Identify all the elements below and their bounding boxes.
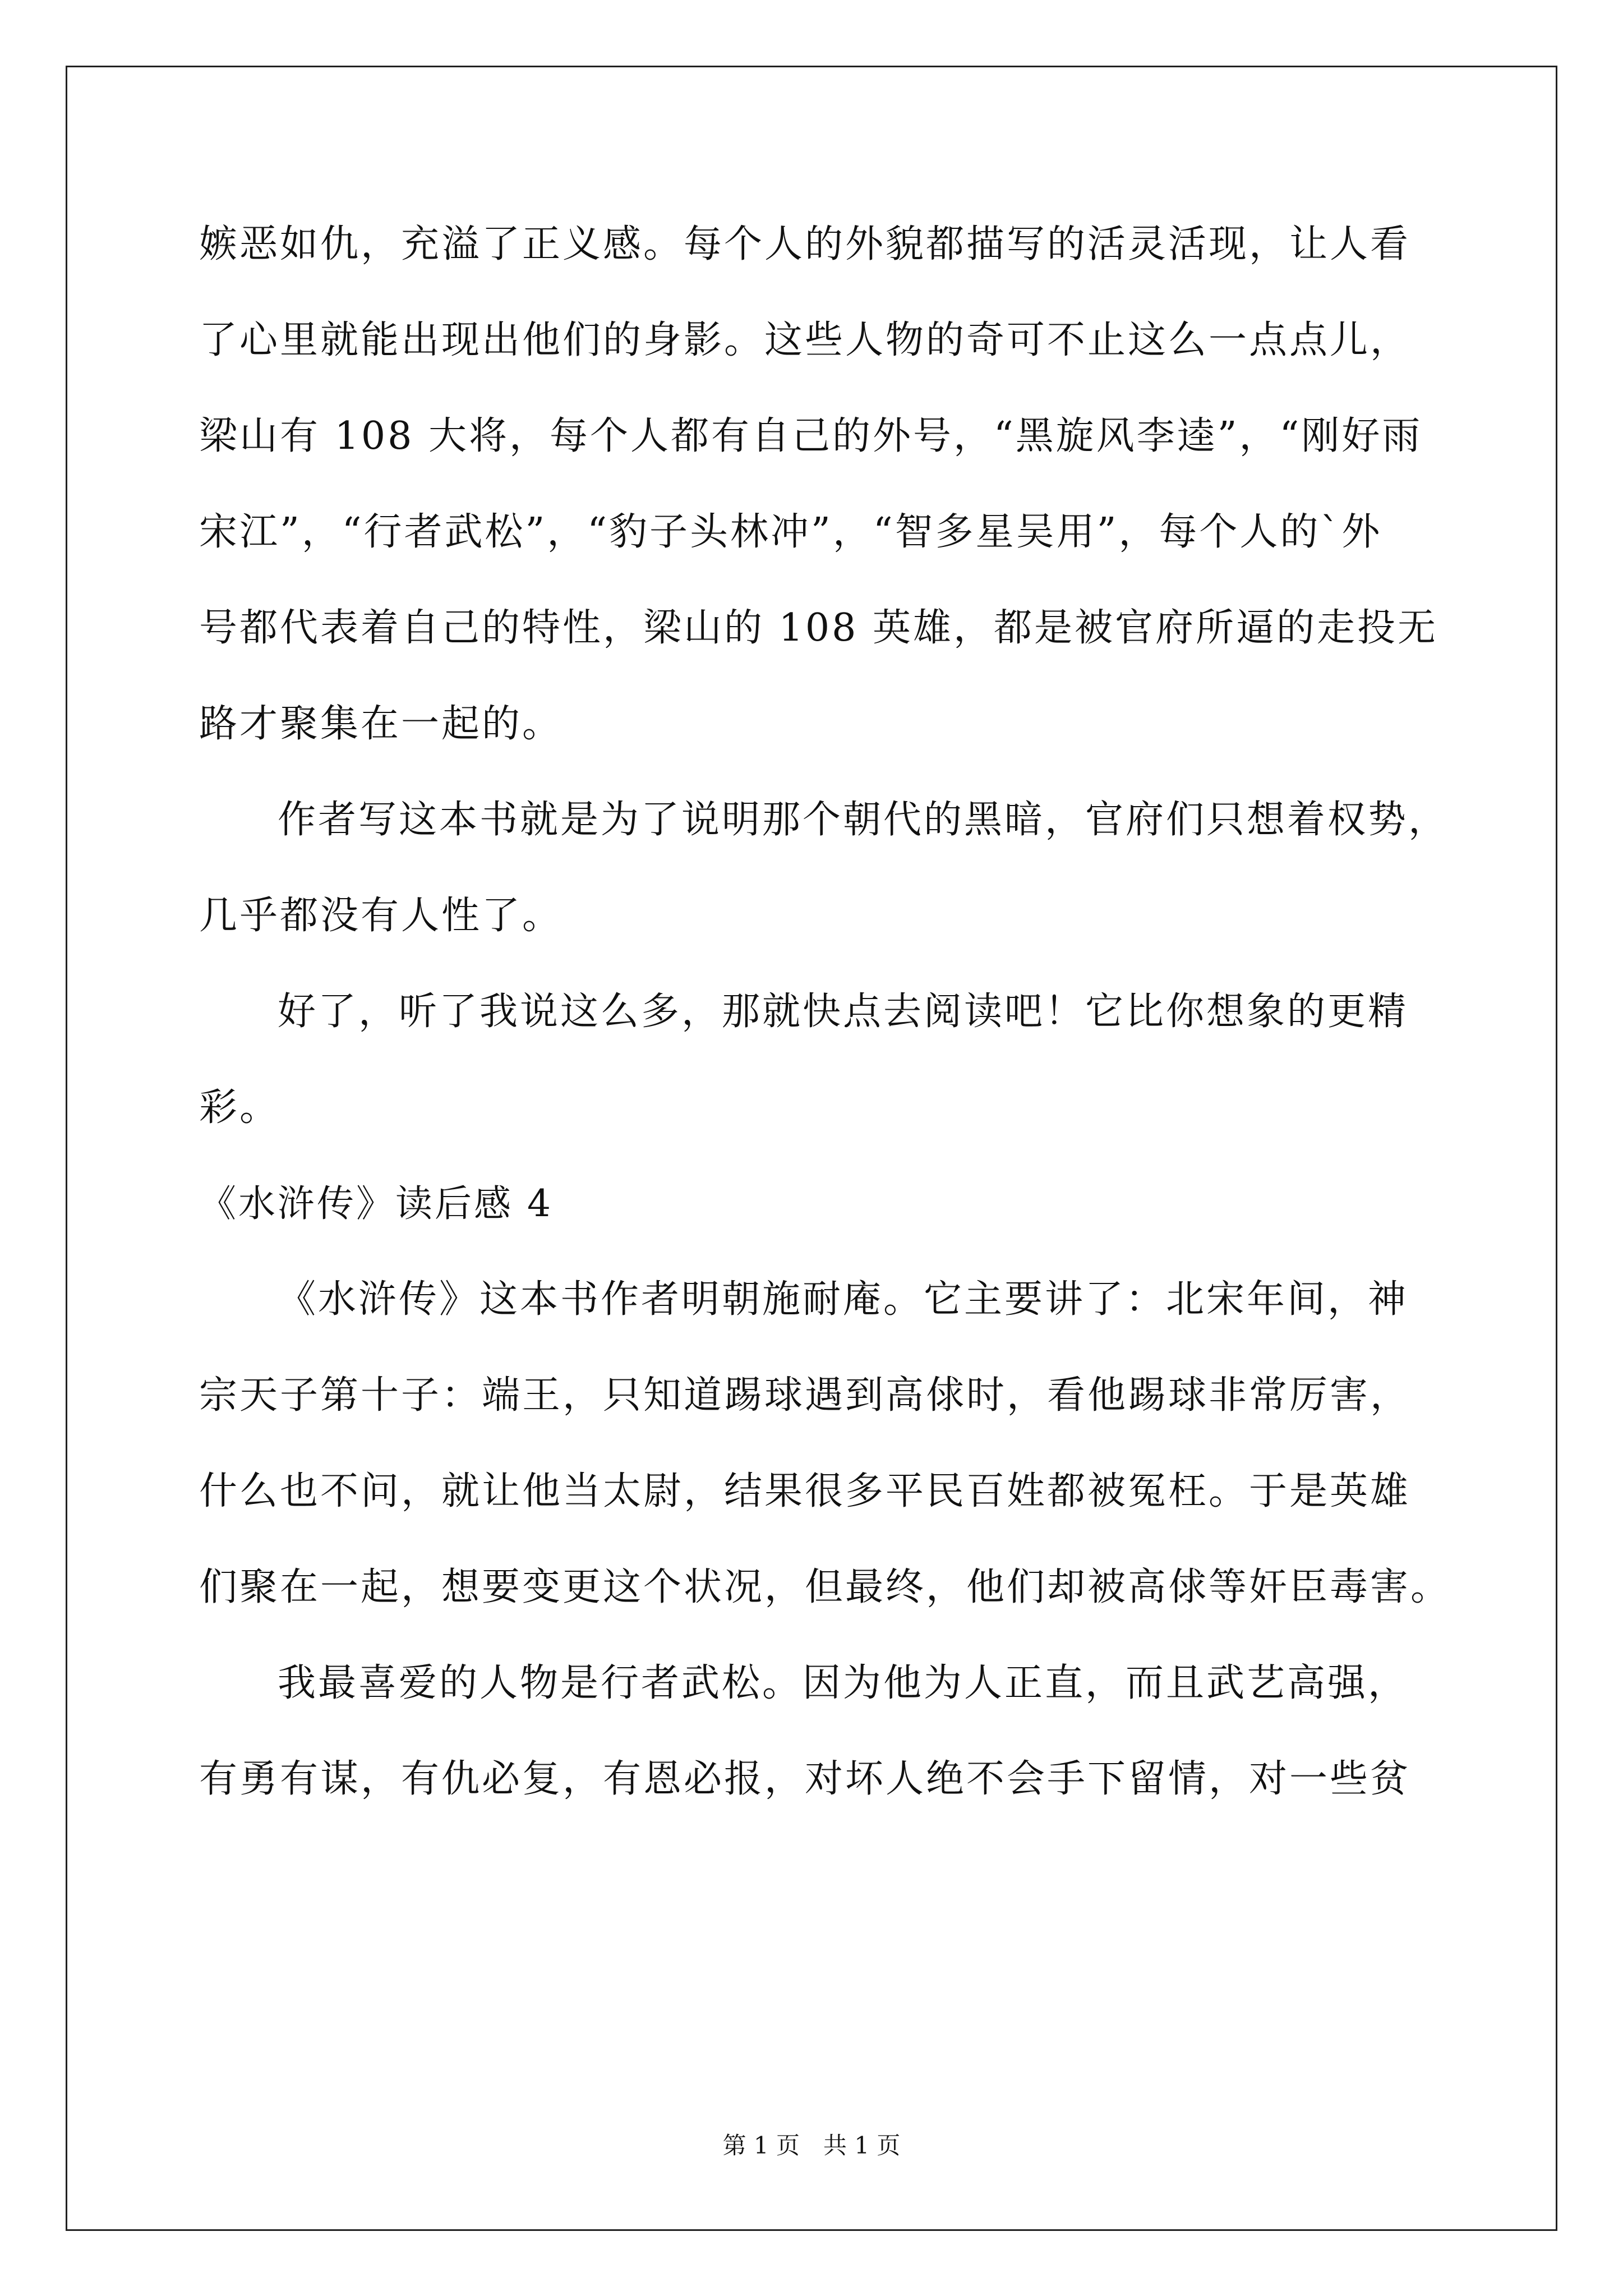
text-line: 了心里就能出现出他们的身影。这些人物的奇可不止这么一点点儿， xyxy=(199,318,1411,362)
paragraph-first-line: 我最喜爱的人物是行者武松。因为他为人正直，而且武艺高强， xyxy=(278,1661,1409,1705)
text-line: 路才聚集在一起的。 xyxy=(199,702,563,746)
text-line: 几乎都没有人性了。 xyxy=(199,894,563,938)
text-line: 彩。 xyxy=(199,1085,280,1130)
paragraph-first-line: 作者写这本书就是为了说明那个朝代的黑暗，官府们只想着权势， xyxy=(278,798,1449,842)
text-line: 宋江”，“行者武松”，“豹子头林冲”，“智多星吴用”，每个人的`外 xyxy=(199,510,1382,554)
document-body xyxy=(199,196,1450,1827)
section-heading: 《水浒传》读后感 4 xyxy=(199,1182,553,1225)
text-line: 有勇有谋，有仇必复，有恩必报，对坏人绝不会手下留情，对一些贫 xyxy=(199,1757,1411,1801)
paragraph-first-line: 《水浒传》这本书作者明朝施耐庵。它主要讲了：北宋年间，神 xyxy=(278,1277,1409,1322)
paragraph-first-line: 好了，听了我说这么多，那就快点去阅读吧！它比你想象的更精 xyxy=(278,990,1409,1034)
text-line: 宗天子第十子：端王，只知道踢球遇到高俅时，看他踢球非常厉害， xyxy=(199,1373,1411,1418)
text-line: 们聚在一起，想要变更这个状况，但最终，他们却被高俅等奸臣毒害。 xyxy=(199,1565,1451,1609)
page-number-footer: 第 1 页 共 1 页 xyxy=(722,2132,901,2159)
text-line: 梁山有 108 大将，每个人都有自己的外号，“黑旋风李逵”，“刚好雨 xyxy=(199,414,1423,458)
text-line: 号都代表着自己的特性，梁山的 108 英雄，都是被官府所逼的走投无 xyxy=(199,606,1438,650)
text-line: 什么也不问，就让他当太尉，结果很多平民百姓都被冤枉。于是英雄 xyxy=(199,1469,1411,1513)
text-line: 嫉恶如仇，充溢了正义感。每个人的外貌都描写的活灵活现，让人看 xyxy=(199,222,1411,266)
